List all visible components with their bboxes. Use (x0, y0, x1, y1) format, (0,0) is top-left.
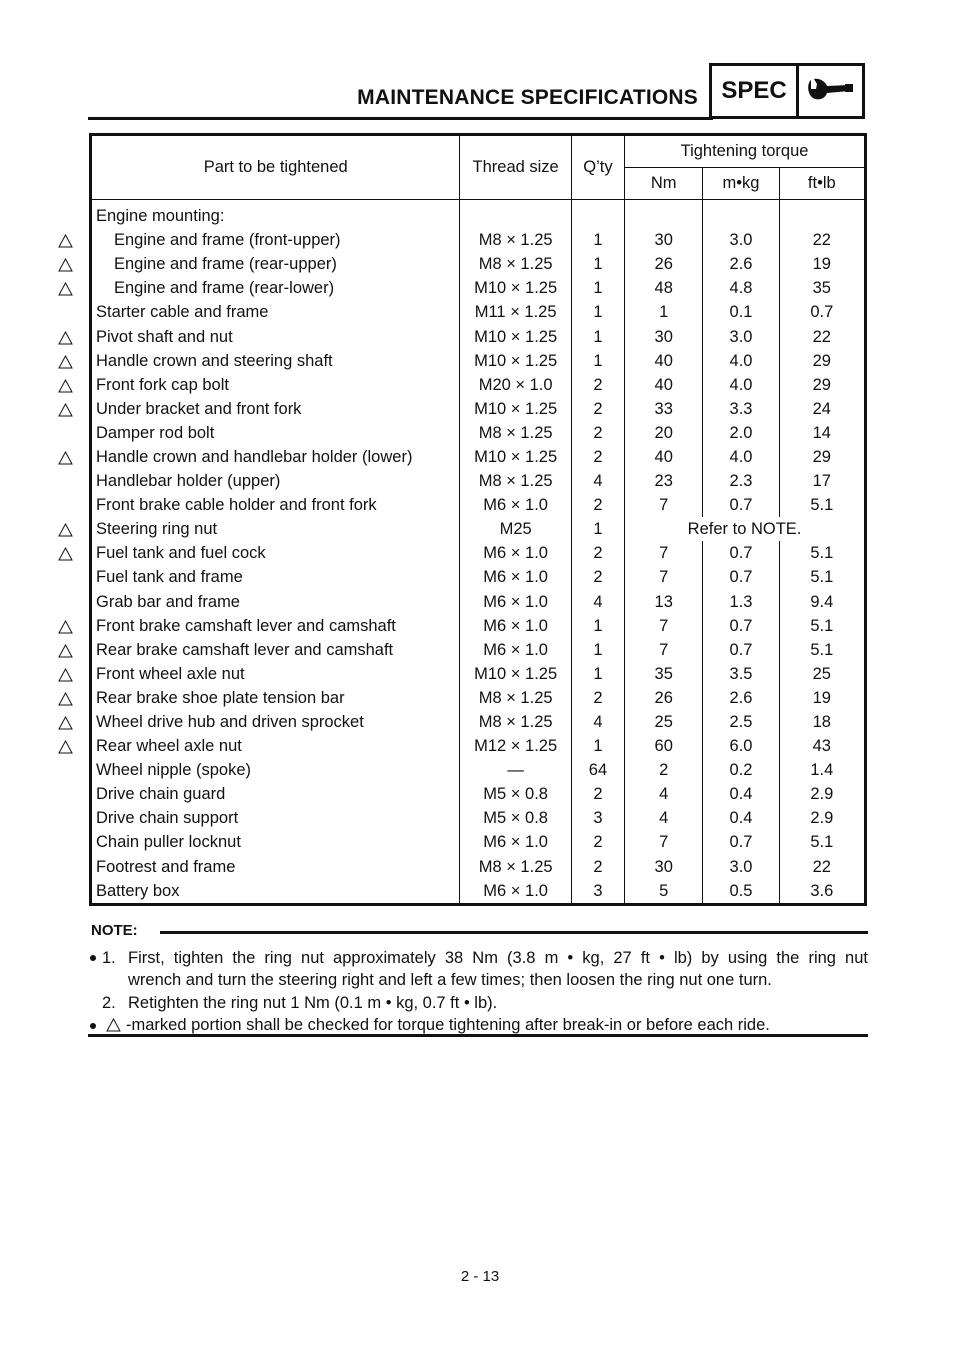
quantity-cell: 2 (571, 397, 624, 421)
header-nm: Nm (625, 168, 703, 200)
torque-nm-cell: 40 (625, 349, 703, 373)
table-row (91, 686, 866, 710)
note-item-2-text: Retighten the ring nut 1 Nm (0.1 m • kg, 0.7 ft • lb). (128, 994, 498, 1012)
table-row (91, 517, 866, 541)
thread-size-cell: M5 × 0.8 (460, 806, 571, 830)
part-cell: Engine and frame (rear-lower) (91, 276, 460, 300)
torque-ftlb-cell: 5.1 (810, 568, 834, 587)
wrench-icon (799, 66, 862, 116)
quantity-cell: 2 (571, 565, 624, 589)
table-row (91, 445, 866, 469)
part-cell: Wheel nipple (spoke) (91, 758, 460, 782)
quantity-cell: 1 (571, 614, 624, 638)
thread-size-cell: M6 × 1.0 (460, 590, 571, 614)
torque-nm-cell: 2 (625, 758, 703, 782)
quantity-cell: 2 (571, 541, 624, 565)
part-cell: Front wheel axle nut (91, 662, 460, 686)
thread-size-cell: M6 × 1.0 (460, 565, 571, 589)
part-cell: Handlebar holder (upper) (91, 469, 460, 493)
bullet-icon (90, 955, 96, 961)
thread-size-cell: M20 × 1.0 (460, 373, 571, 397)
quantity-cell: 1 (571, 276, 624, 300)
table-row (91, 662, 866, 686)
part-cell: Chain puller locknut (91, 830, 460, 854)
torque-ftlb-cell: 14 (812, 423, 831, 442)
thread-size-cell: M10 × 1.25 (460, 324, 571, 348)
table-row (91, 324, 866, 348)
torque-mkg-cell: 0.7 (703, 614, 779, 638)
torque-mkg-cell: 4.0 (703, 373, 779, 397)
table-row (91, 397, 866, 421)
quantity-cell: 2 (571, 855, 624, 879)
table-row (91, 469, 866, 493)
torque-mkg-cell: 2.6 (703, 686, 779, 710)
header-rule (88, 117, 713, 120)
torque-mkg-cell: 3.0 (703, 324, 779, 348)
torque-mkg-cell (703, 200, 779, 229)
thread-size-cell: M6 × 1.0 (460, 614, 571, 638)
torque-nm-cell: 4 (625, 806, 703, 830)
torque-ftlb-cell: 24 (812, 399, 831, 418)
spec-badge (709, 63, 865, 119)
thread-size-cell: M10 × 1.25 (460, 662, 571, 686)
triangle-mark-icon (58, 282, 73, 296)
torque-ftlb-cell: 0.7 (810, 303, 834, 322)
torque-nm-cell: 40 (625, 373, 703, 397)
quantity-cell (571, 200, 624, 229)
torque-mkg-cell: 2.3 (703, 469, 779, 493)
torque-mkg-cell: 0.7 (703, 638, 779, 662)
header-ftlb: ft•lb (779, 168, 865, 200)
thread-size-cell (460, 200, 571, 229)
table-row (91, 855, 866, 879)
table-row (91, 541, 866, 565)
table-row (91, 758, 866, 782)
torque-mkg-cell: 4.8 (703, 276, 779, 300)
torque-ftlb-cell: 5.1 (810, 616, 834, 635)
torque-nm-cell: 48 (625, 276, 703, 300)
torque-ftlb-cell: 9.4 (810, 592, 834, 611)
torque-ftlb-cell (779, 200, 865, 229)
part-cell: Under bracket and front fork (91, 397, 460, 421)
torque-nm-cell: 33 (625, 397, 703, 421)
torque-ftlb-cell: 22 (812, 231, 831, 250)
torque-nm-cell: 7 (625, 638, 703, 662)
thread-size-cell: M8 × 1.25 (460, 710, 571, 734)
quantity-cell: 2 (571, 493, 624, 517)
torque-ftlb-cell: 2.9 (810, 785, 834, 804)
triangle-mark-icon (58, 740, 73, 754)
torque-nm-cell: 25 (625, 710, 703, 734)
triangle-mark-icon (58, 234, 73, 248)
torque-nm-cell: 40 (625, 445, 703, 469)
part-cell: Wheel drive hub and driven sprocket (91, 710, 460, 734)
quantity-cell: 64 (571, 758, 624, 782)
torque-nm-cell: 26 (625, 252, 703, 276)
thread-size-cell: M6 × 1.0 (460, 830, 571, 854)
torque-ftlb-cell: 17 (812, 472, 831, 491)
triangle-mark-icon (58, 692, 73, 706)
header-thread-size: Thread size (460, 135, 571, 200)
part-cell: Footrest and frame (91, 855, 460, 879)
triangle-mark-icon (58, 716, 73, 730)
table-row (91, 830, 866, 854)
quantity-cell: 2 (571, 782, 624, 806)
thread-size-cell: M5 × 0.8 (460, 782, 571, 806)
torque-ftlb-cell: 19 (812, 688, 831, 707)
quantity-cell: 1 (571, 252, 624, 276)
note-item-1-line-2: wrench and turn the steering right and left a few times; then loosen the ring nut one turn. (128, 971, 772, 989)
note-item-2-number: 2. (102, 994, 116, 1012)
torque-mkg-cell: 3.3 (703, 397, 779, 421)
part-cell: Handle crown and handlebar holder (lower) (91, 445, 460, 469)
quantity-cell: 3 (571, 879, 624, 905)
torque-ftlb-cell: 22 (812, 857, 831, 876)
note-bullet-2-text: -marked portion shall be checked for torque tightening after break-in or before each ride. (126, 1016, 770, 1034)
table-row (91, 252, 866, 276)
torque-mkg-cell: 0.2 (703, 758, 779, 782)
thread-size-cell: M6 × 1.0 (460, 879, 571, 905)
thread-size-cell: M8 × 1.25 (460, 228, 571, 252)
torque-nm-cell: 23 (625, 469, 703, 493)
part-cell: Drive chain guard (91, 782, 460, 806)
quantity-cell: 2 (571, 686, 624, 710)
note-label: NOTE: (91, 922, 138, 939)
thread-size-cell: M11 × 1.25 (460, 300, 571, 324)
torque-mkg-cell: 0.4 (703, 782, 779, 806)
thread-size-cell: M8 × 1.25 (460, 469, 571, 493)
triangle-mark-icon (58, 547, 73, 561)
quantity-cell: 1 (571, 662, 624, 686)
triangle-mark-icon (58, 355, 73, 369)
torque-nm-cell: 30 (625, 324, 703, 348)
part-cell: Front brake camshaft lever and camshaft (91, 614, 460, 638)
page-number: 2 - 13 (460, 1268, 500, 1285)
table-row (91, 200, 866, 229)
part-cell: Grab bar and frame (91, 590, 460, 614)
torque-mkg-cell: 2.0 (703, 421, 779, 445)
torque-mkg-cell: 0.4 (703, 806, 779, 830)
thread-size-cell: — (460, 758, 571, 782)
torque-ftlb-cell: 29 (812, 351, 831, 370)
thread-size-cell: M12 × 1.25 (460, 734, 571, 758)
quantity-cell: 1 (571, 638, 624, 662)
triangle-mark-icon (58, 451, 73, 465)
torque-nm-cell: 30 (625, 228, 703, 252)
part-cell: Engine and frame (rear-upper) (91, 252, 460, 276)
table-row (91, 782, 866, 806)
triangle-mark-icon (58, 379, 73, 393)
torque-ftlb-cell: 25 (812, 664, 831, 683)
torque-mkg-cell: 2.6 (703, 252, 779, 276)
part-cell: Handle crown and steering shaft (91, 349, 460, 373)
torque-nm-cell: 26 (625, 686, 703, 710)
torque-ftlb-cell: 22 (812, 327, 831, 346)
torque-nm-cell (625, 200, 703, 229)
part-cell: Steering ring nut (91, 517, 460, 541)
torque-nm-cell: 7 (625, 541, 703, 565)
part-cell: Rear brake camshaft lever and camshaft (91, 638, 460, 662)
torque-ftlb-cell: 1.4 (810, 761, 834, 780)
part-cell: Rear wheel axle nut (91, 734, 460, 758)
header-mkg: m•kg (703, 168, 779, 200)
torque-mkg-cell: 6.0 (703, 734, 779, 758)
thread-size-cell: M6 × 1.0 (460, 638, 571, 662)
part-cell: Front fork cap bolt (91, 373, 460, 397)
torque-nm-cell: 1 (625, 300, 703, 324)
note-item-1-line-1: First, tighten the ring nut approximately 38 Nm (3.8 m • kg, 27 ft • lb) by using the ring nut (128, 949, 868, 967)
quantity-cell: 2 (571, 445, 624, 469)
part-cell: Engine mounting: (91, 200, 460, 229)
quantity-cell: 1 (571, 324, 624, 348)
torque-mkg-cell: 4.0 (703, 349, 779, 373)
torque-mkg-cell: 0.7 (703, 493, 779, 517)
note-rule (160, 931, 868, 934)
header-quantity: Q’ty (571, 135, 624, 200)
triangle-mark-icon (58, 331, 73, 345)
torque-ftlb-cell: 5.1 (810, 640, 834, 659)
triangle-mark-icon (106, 1018, 121, 1032)
torque-mkg-cell: 0.7 (703, 541, 779, 565)
torque-mkg-cell: 1.3 (703, 590, 779, 614)
quantity-cell: 1 (571, 734, 624, 758)
quantity-cell: 3 (571, 806, 624, 830)
triangle-mark-icon (58, 620, 73, 634)
torque-nm-cell: 4 (625, 782, 703, 806)
quantity-cell: 4 (571, 710, 624, 734)
bullet-icon (90, 1023, 96, 1029)
torque-nm-cell: 7 (625, 493, 703, 517)
thread-size-cell: M10 × 1.25 (460, 276, 571, 300)
header-tightening-torque: Tightening torque (625, 135, 866, 168)
thread-size-cell: M8 × 1.25 (460, 252, 571, 276)
torque-ftlb-cell: 2.9 (810, 809, 834, 828)
torque-mkg-cell: 3.0 (703, 855, 779, 879)
part-cell: Starter cable and frame (91, 300, 460, 324)
thread-size-cell: M8 × 1.25 (460, 686, 571, 710)
torque-nm-cell: 30 (625, 855, 703, 879)
triangle-mark-icon (58, 668, 73, 682)
torque-ftlb-cell: 3.6 (810, 881, 834, 900)
quantity-cell: 2 (571, 421, 624, 445)
note-section (88, 920, 868, 1037)
quantity-cell: 2 (571, 373, 624, 397)
quantity-cell: 4 (571, 469, 624, 493)
thread-size-cell: M10 × 1.25 (460, 349, 571, 373)
torque-mkg-cell: 3.5 (703, 662, 779, 686)
torque-mkg-cell: 3.0 (703, 228, 779, 252)
torque-nm-cell: 20 (625, 421, 703, 445)
torque-nm-cell: 60 (625, 734, 703, 758)
triangle-mark-icon (58, 258, 73, 272)
table-body (91, 200, 866, 905)
torque-ftlb-cell: 29 (812, 447, 831, 466)
table-row (91, 228, 866, 252)
torque-ftlb-cell: 19 (812, 255, 831, 274)
torque-ftlb-cell: 5.1 (810, 833, 834, 852)
thread-size-cell: M25 (460, 517, 571, 541)
torque-ftlb-cell: 35 (812, 279, 831, 298)
quantity-cell: 2 (571, 830, 624, 854)
table-row (91, 590, 866, 614)
thread-size-cell: M8 × 1.25 (460, 421, 571, 445)
spec-label: SPEC (712, 66, 799, 116)
torque-mkg-cell: 0.1 (703, 300, 779, 324)
part-cell: Front brake cable holder and front fork (91, 493, 460, 517)
page-title: MAINTENANCE SPECIFICATIONS (357, 86, 698, 109)
torque-nm-cell: 35 (625, 662, 703, 686)
torque-ftlb-cell: 5.1 (810, 496, 834, 515)
triangle-mark-icon (58, 644, 73, 658)
torque-mkg-cell: 4.0 (703, 445, 779, 469)
table-row (91, 565, 866, 589)
table-row (91, 276, 866, 300)
torque-nm-cell: 7 (625, 830, 703, 854)
table-row (91, 349, 866, 373)
torque-nm-cell: 7 (625, 614, 703, 638)
thread-size-cell: M10 × 1.25 (460, 397, 571, 421)
table-row (91, 300, 866, 324)
part-cell: Battery box (91, 879, 460, 905)
part-cell: Rear brake shoe plate tension bar (91, 686, 460, 710)
quantity-cell: 1 (571, 517, 624, 541)
thread-size-cell: M6 × 1.0 (460, 493, 571, 517)
torque-nm-cell: 5 (625, 879, 703, 905)
torque-spec-table (89, 133, 867, 906)
table-row (91, 638, 866, 662)
torque-nm-cell: 13 (625, 590, 703, 614)
torque-ftlb-cell: 43 (812, 737, 831, 756)
torque-note-cell: Refer to NOTE. (687, 520, 802, 539)
table-row (91, 710, 866, 734)
thread-size-cell: M6 × 1.0 (460, 541, 571, 565)
table-row (91, 373, 866, 397)
thread-size-cell: M8 × 1.25 (460, 855, 571, 879)
quantity-cell: 1 (571, 349, 624, 373)
quantity-cell: 1 (571, 300, 624, 324)
header-part: Part to be tightened (91, 135, 460, 200)
thread-size-cell: M10 × 1.25 (460, 445, 571, 469)
part-cell: Engine and frame (front-upper) (91, 228, 460, 252)
torque-ftlb-cell: 18 (812, 713, 831, 732)
part-cell: Fuel tank and frame (91, 565, 460, 589)
torque-ftlb-cell: 29 (812, 375, 831, 394)
part-cell: Damper rod bolt (91, 421, 460, 445)
table-row (91, 734, 866, 758)
quantity-cell: 4 (571, 590, 624, 614)
torque-mkg-cell: 0.7 (703, 565, 779, 589)
part-cell: Drive chain support (91, 806, 460, 830)
triangle-mark-icon (58, 403, 73, 417)
table-row (91, 421, 866, 445)
torque-mkg-cell: 0.7 (703, 830, 779, 854)
triangle-mark-icon (58, 523, 73, 537)
table-row (91, 493, 866, 517)
part-cell: Pivot shaft and nut (91, 324, 460, 348)
torque-mkg-cell: 2.5 (703, 710, 779, 734)
quantity-cell: 1 (571, 228, 624, 252)
torque-nm-cell: 7 (625, 565, 703, 589)
note-item-1-number: 1. (102, 949, 116, 967)
table-row (91, 806, 866, 830)
torque-mkg-cell: 0.5 (703, 879, 779, 905)
table-row (91, 879, 866, 905)
table-row (91, 614, 866, 638)
part-cell: Fuel tank and fuel cock (91, 541, 460, 565)
torque-ftlb-cell: 5.1 (810, 544, 834, 563)
